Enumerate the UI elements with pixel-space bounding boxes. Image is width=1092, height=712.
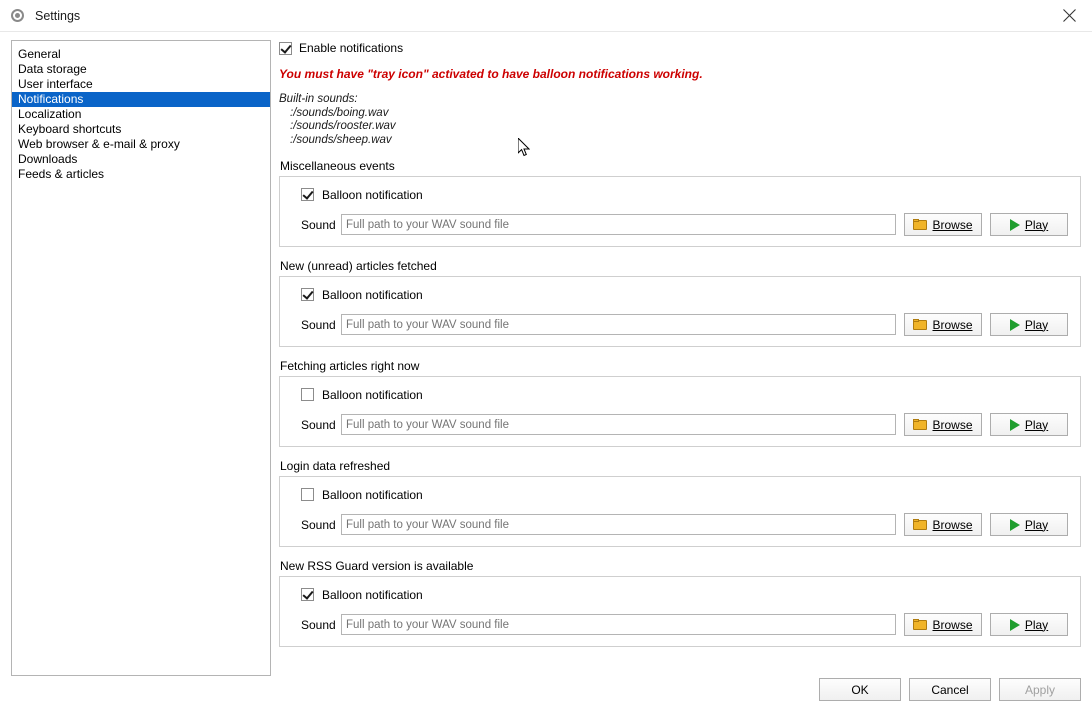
group-box (279, 276, 1081, 347)
sound-row (301, 413, 1068, 436)
balloon-notification-row[interactable] (301, 387, 1068, 402)
folder-icon (913, 419, 927, 431)
browse-button-label: Browse (932, 317, 973, 332)
group-title: Miscellaneous events (280, 159, 395, 173)
play-button-label: Play (1024, 517, 1049, 532)
balloon-notification-row[interactable] (301, 587, 1068, 602)
sound-path-input[interactable] (341, 514, 896, 535)
group-login-data-refreshed (279, 459, 1081, 547)
sidebar-item-keyboard-shortcuts[interactable]: Keyboard shortcuts (18, 122, 122, 136)
builtin-sound-boing: :/sounds/boing.wav (290, 106, 389, 119)
sound-label: Sound (301, 417, 336, 432)
play-button[interactable] (990, 613, 1068, 636)
enable-notifications-label: Enable notifications (299, 41, 404, 55)
balloon-notification-row[interactable] (301, 287, 1068, 302)
builtin-sounds-block (279, 93, 1081, 147)
browse-button-label: Browse (932, 617, 973, 632)
cancel-button[interactable]: Cancel (909, 678, 991, 701)
browse-button-label: Browse (932, 217, 973, 232)
play-button-label: Play (1024, 217, 1049, 232)
group-box (279, 176, 1081, 247)
sound-label: Sound (301, 617, 336, 632)
sound-label: Sound (301, 517, 336, 532)
apply-button[interactable]: Apply (999, 678, 1081, 701)
browse-button[interactable] (904, 313, 982, 336)
ok-button[interactable]: OK (819, 678, 901, 701)
balloon-notification-checkbox[interactable] (301, 188, 314, 201)
folder-icon (913, 619, 927, 631)
sidebar-item-localization[interactable]: Localization (18, 107, 82, 121)
group-box (279, 376, 1081, 447)
balloon-notification-checkbox[interactable] (301, 288, 314, 301)
play-button-label: Play (1024, 317, 1049, 332)
group-new-unread-articles-fetched (279, 259, 1081, 347)
play-icon (1010, 219, 1020, 231)
browse-button[interactable] (904, 213, 982, 236)
window-title: Settings (35, 8, 81, 23)
sound-label: Sound (301, 217, 336, 232)
sound-row (301, 213, 1068, 236)
settings-category-list[interactable] (11, 40, 271, 676)
enable-notifications-checkbox[interactable] (279, 42, 292, 55)
play-button[interactable] (990, 413, 1068, 436)
balloon-notification-label: Balloon notification (322, 287, 423, 302)
sidebar-item-feeds-articles[interactable]: Feeds & articles (18, 167, 105, 181)
browse-button[interactable] (904, 613, 982, 636)
group-title: New RSS Guard version is available (280, 559, 474, 573)
play-button[interactable] (990, 213, 1068, 236)
sound-path-input[interactable] (341, 414, 896, 435)
group-miscellaneous-events (279, 159, 1081, 247)
play-icon (1010, 519, 1020, 531)
balloon-notification-row[interactable] (301, 187, 1068, 202)
play-button-label: Play (1024, 417, 1049, 432)
browse-button-label: Browse (932, 417, 973, 432)
notifications-panel (279, 40, 1081, 647)
settings-content (0, 31, 1092, 712)
play-icon (1010, 319, 1020, 331)
group-fetching-articles-right-now (279, 359, 1081, 447)
browse-button[interactable] (904, 413, 982, 436)
balloon-notification-label: Balloon notification (322, 187, 423, 202)
play-button-label: Play (1024, 617, 1049, 632)
group-box (279, 576, 1081, 647)
folder-icon (913, 219, 927, 231)
play-button[interactable] (990, 313, 1068, 336)
sidebar-item-user-interface[interactable]: User interface (18, 77, 93, 91)
sound-row (301, 613, 1068, 636)
close-icon[interactable] (1046, 0, 1092, 31)
balloon-notification-label: Balloon notification (322, 387, 423, 402)
balloon-notification-row[interactable] (301, 487, 1068, 502)
play-button[interactable] (990, 513, 1068, 536)
builtin-sound-sheep: :/sounds/sheep.wav (290, 133, 392, 146)
balloon-notification-checkbox[interactable] (301, 388, 314, 401)
sidebar-item-notifications[interactable]: Notifications (12, 92, 270, 107)
dialog-buttons (819, 678, 1081, 701)
sidebar-item-general[interactable]: General (18, 47, 61, 61)
tray-icon-warning: You must have "tray icon" activated to have balloon notifications working. (279, 67, 703, 81)
folder-icon (913, 319, 927, 331)
play-icon (1010, 419, 1020, 431)
browse-button-label: Browse (932, 517, 973, 532)
sound-path-input[interactable] (341, 614, 896, 635)
sound-row (301, 513, 1068, 536)
sidebar-item-downloads[interactable]: Downloads (18, 152, 78, 166)
sound-row (301, 313, 1068, 336)
sidebar-item-web-browser-email-proxy[interactable]: Web browser & e-mail & proxy (18, 137, 180, 151)
builtin-sound-rooster: :/sounds/rooster.wav (290, 120, 396, 132)
group-title: New (unread) articles fetched (280, 259, 437, 273)
sidebar-item-data-storage[interactable]: Data storage (18, 62, 87, 76)
balloon-notification-label: Balloon notification (322, 487, 423, 502)
play-icon (1010, 619, 1020, 631)
browse-button[interactable] (904, 513, 982, 536)
sound-label: Sound (301, 317, 336, 332)
builtin-sounds-heading: Built-in sounds: (279, 93, 358, 105)
group-title: Fetching articles right now (280, 359, 420, 373)
balloon-notification-checkbox[interactable] (301, 488, 314, 501)
group-title: Login data refreshed (280, 459, 391, 473)
balloon-notification-label: Balloon notification (322, 587, 423, 602)
sound-path-input[interactable] (341, 314, 896, 335)
window-titlebar (0, 0, 1092, 32)
folder-icon (913, 519, 927, 531)
gear-icon (10, 8, 26, 24)
sound-path-input[interactable] (341, 214, 896, 235)
group-new-version-available (279, 559, 1081, 647)
group-box (279, 476, 1081, 547)
balloon-notification-checkbox[interactable] (301, 588, 314, 601)
enable-notifications-row[interactable] (279, 40, 1081, 56)
